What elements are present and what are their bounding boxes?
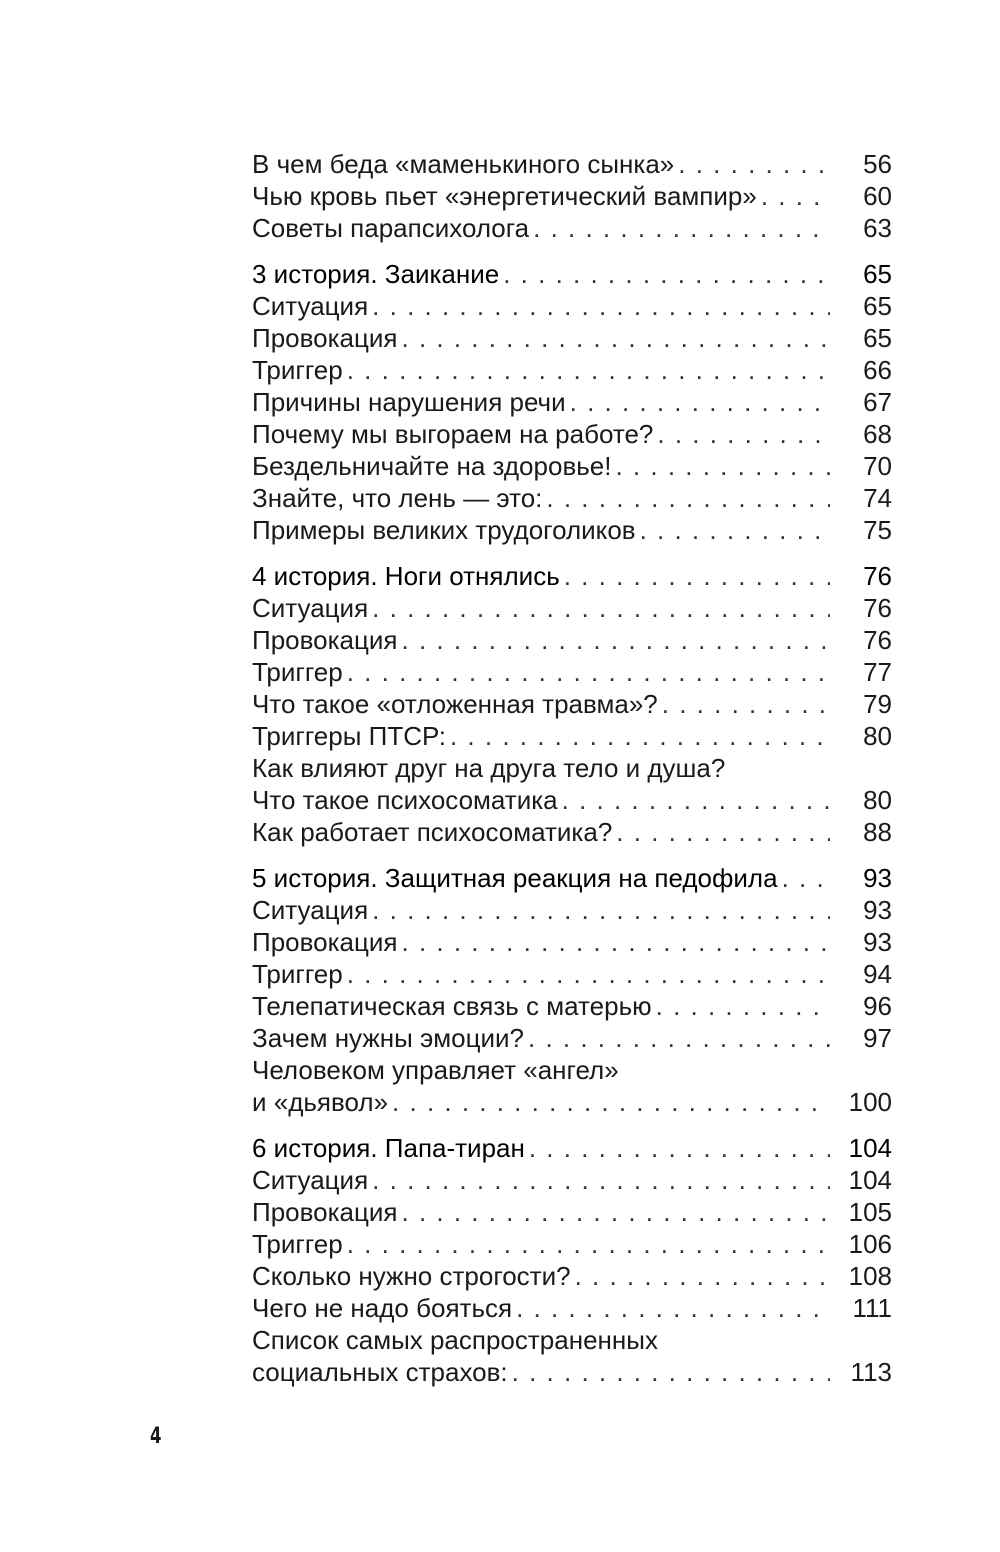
toc-section-heading[interactable] (252, 258, 892, 290)
page-number: 4 (150, 1424, 162, 1449)
toc-group (252, 862, 892, 1118)
toc-entry-title: Что такое психосоматика (252, 785, 558, 815)
dot-leader (343, 354, 830, 386)
dot-leader (636, 514, 830, 546)
toc-entry[interactable] (252, 354, 892, 386)
toc-entry[interactable] (252, 1054, 892, 1086)
toc-section-heading[interactable] (252, 862, 892, 894)
toc-entry-page: 75 (863, 515, 892, 545)
dot-leader (388, 1086, 830, 1118)
toc-entry-page: 111 (852, 1293, 892, 1323)
toc-entry-title: Триггер (252, 959, 343, 989)
toc-entry-page: 70 (863, 451, 892, 481)
toc-group (252, 560, 892, 848)
toc-entry[interactable] (252, 958, 892, 990)
toc-entry-page: 76 (863, 561, 892, 591)
toc-entry-page: 93 (863, 863, 892, 893)
dot-leader (398, 624, 831, 656)
toc-entry[interactable] (252, 1356, 892, 1388)
toc-entry-page: 94 (863, 959, 892, 989)
toc-section-heading[interactable] (252, 560, 892, 592)
toc-entry-page: 76 (863, 593, 892, 623)
toc-entry-page: 104 (848, 1165, 892, 1195)
toc-group (252, 148, 892, 244)
toc-entry-title: В чем беда «маменькиного сынка» (252, 149, 675, 179)
dot-leader (612, 816, 830, 848)
toc-entry-title: Триггер (252, 657, 343, 687)
toc-entry-title: Причины нарушения речи (252, 387, 566, 417)
toc-section-heading[interactable] (252, 1132, 892, 1164)
toc-entry-page: 68 (863, 419, 892, 449)
toc-entry-title: Бездельничайте на здоровье! (252, 451, 612, 481)
toc-entry[interactable] (252, 656, 892, 688)
toc-entry-title: Как работает психосоматика? (252, 817, 613, 847)
toc-entry[interactable] (252, 450, 892, 482)
toc-entry-title: 3 история. Заикание (252, 259, 500, 289)
toc-entry-page: 93 (863, 895, 892, 925)
toc-entry-title: Провокация (252, 323, 398, 353)
toc-entry-title: Чего не надо бояться (252, 1293, 513, 1323)
toc-entry-title: Триггер (252, 355, 343, 385)
dot-leader (508, 1356, 830, 1388)
dot-leader (343, 958, 830, 990)
toc-entry-page: 80 (863, 785, 892, 815)
toc-entry-page: 60 (863, 181, 892, 211)
toc-entry-page: 77 (863, 657, 892, 687)
toc-entry-page: 56 (863, 149, 892, 179)
toc-entry[interactable] (252, 1196, 892, 1228)
dot-leader (778, 862, 830, 894)
toc-entry[interactable] (252, 752, 892, 784)
dot-leader (368, 592, 830, 624)
toc-entry-page: 67 (863, 387, 892, 417)
toc-entry-page: 66 (863, 355, 892, 385)
toc-entry[interactable] (252, 688, 892, 720)
toc-entry-title: Ситуация (252, 1165, 369, 1195)
dot-leader (658, 688, 830, 720)
toc-entry-page: 65 (863, 259, 892, 289)
toc-entry-title: Триггеры ПТСР: (252, 721, 446, 751)
toc-entry[interactable] (252, 418, 892, 450)
dot-leader (446, 720, 830, 752)
dot-leader (566, 386, 830, 418)
toc-entry-title: Провокация (252, 1197, 398, 1227)
toc-entry-title: Зачем нужны эмоции? (252, 1023, 525, 1053)
dot-leader (611, 450, 830, 482)
toc-entry[interactable] (252, 514, 892, 546)
toc-entry-page: 108 (848, 1261, 892, 1291)
dot-leader (368, 894, 830, 926)
toc-group (252, 1132, 892, 1388)
dot-leader (398, 926, 831, 958)
toc-entry[interactable] (252, 624, 892, 656)
toc-entry-title: Ситуация (252, 895, 369, 925)
toc-entry[interactable] (252, 1022, 892, 1054)
toc-entry-page: 63 (863, 213, 892, 243)
toc-entry[interactable] (252, 1260, 892, 1292)
dot-leader (529, 212, 830, 244)
toc-entry-title: Сколько нужно строгости? (252, 1261, 571, 1291)
toc-entry-title: Ситуация (252, 291, 369, 321)
dot-leader (558, 784, 830, 816)
toc-entry-page: 105 (848, 1197, 892, 1227)
toc-entry-title: 5 история. Защитная реакция на педофила (252, 863, 778, 893)
toc-entry-title: Список самых распространенных (252, 1325, 658, 1355)
toc-entry[interactable] (252, 212, 892, 244)
toc-entry-title: Примеры великих трудоголиков (252, 515, 636, 545)
toc-entry[interactable] (252, 1324, 892, 1356)
toc-entry-title: Провокация (252, 625, 398, 655)
dot-leader (674, 148, 830, 180)
toc-entry-title: Триггер (252, 1229, 343, 1259)
toc-entry-page: 100 (848, 1087, 892, 1117)
toc-entry-title: 6 история. Папа-тиран (252, 1133, 525, 1163)
toc-entry[interactable] (252, 148, 892, 180)
dot-leader (343, 1228, 830, 1260)
toc-entry[interactable] (252, 784, 892, 816)
toc-entry[interactable] (252, 990, 892, 1022)
toc-entry[interactable] (252, 894, 892, 926)
toc-entry-page: 113 (850, 1357, 892, 1387)
toc-entry[interactable] (252, 816, 892, 848)
toc-group (252, 258, 892, 546)
toc-entry-page: 76 (863, 625, 892, 655)
toc-entry-title: Советы парапсихолога (252, 213, 530, 243)
toc-entry-title: Почему мы выгораем на работе? (252, 419, 654, 449)
toc-entry[interactable] (252, 592, 892, 624)
toc-entry-page: 104 (848, 1133, 892, 1163)
dot-leader (368, 1164, 830, 1196)
toc-entry-title: Как влияют друг на друга тело и душа? (252, 753, 726, 783)
toc-entry-page: 80 (863, 721, 892, 751)
toc-entry-title: и «дьявол» (252, 1087, 389, 1117)
dot-leader (571, 1260, 830, 1292)
dot-leader (398, 322, 831, 354)
toc-entry-page: 88 (863, 817, 892, 847)
dot-leader (652, 990, 830, 1022)
toc-entry-title: Что такое «отложенная травма»? (252, 689, 658, 719)
toc-entry[interactable] (252, 290, 892, 322)
toc-entry-page: 79 (863, 689, 892, 719)
dot-leader (757, 180, 830, 212)
table-of-contents (252, 148, 892, 1402)
dot-leader (524, 1022, 830, 1054)
toc-entry[interactable] (252, 482, 892, 514)
dot-leader (525, 1132, 830, 1164)
toc-entry-title: Телепатическая связь с матерью (252, 991, 652, 1021)
toc-entry-title: социальных страхов: (252, 1357, 508, 1387)
dot-leader (343, 656, 830, 688)
toc-entry-page: 106 (848, 1229, 892, 1259)
toc-entry-page: 97 (863, 1023, 892, 1053)
toc-entry[interactable] (252, 720, 892, 752)
toc-entry[interactable] (252, 1292, 892, 1324)
dot-leader (560, 560, 830, 592)
toc-entry-page: 93 (863, 927, 892, 957)
dot-leader (512, 1292, 830, 1324)
toc-entry-title: Чью кровь пьет «энергетический вампир» (252, 181, 757, 211)
toc-entry-page: 74 (863, 483, 892, 513)
toc-entry[interactable] (252, 1228, 892, 1260)
toc-entry-page: 96 (863, 991, 892, 1021)
toc-entry[interactable] (252, 926, 892, 958)
dot-leader (542, 482, 830, 514)
toc-entry-title: Провокация (252, 927, 398, 957)
dot-leader (499, 258, 830, 290)
dot-leader (653, 418, 830, 450)
toc-entry[interactable] (252, 322, 892, 354)
toc-entry-title: Человеком управляет «ангел» (252, 1055, 619, 1085)
toc-entry-page: 65 (863, 291, 892, 321)
toc-entry[interactable] (252, 1164, 892, 1196)
toc-entry-title: 4 история. Ноги отнялись (252, 561, 560, 591)
toc-entry-page: 65 (863, 323, 892, 353)
toc-entry-title: Ситуация (252, 593, 369, 623)
toc-entry[interactable] (252, 386, 892, 418)
toc-entry[interactable] (252, 180, 892, 212)
toc-entry-title: Знайте, что лень — это: (252, 483, 543, 513)
toc-entry[interactable] (252, 1086, 892, 1118)
dot-leader (398, 1196, 831, 1228)
dot-leader (368, 290, 830, 322)
